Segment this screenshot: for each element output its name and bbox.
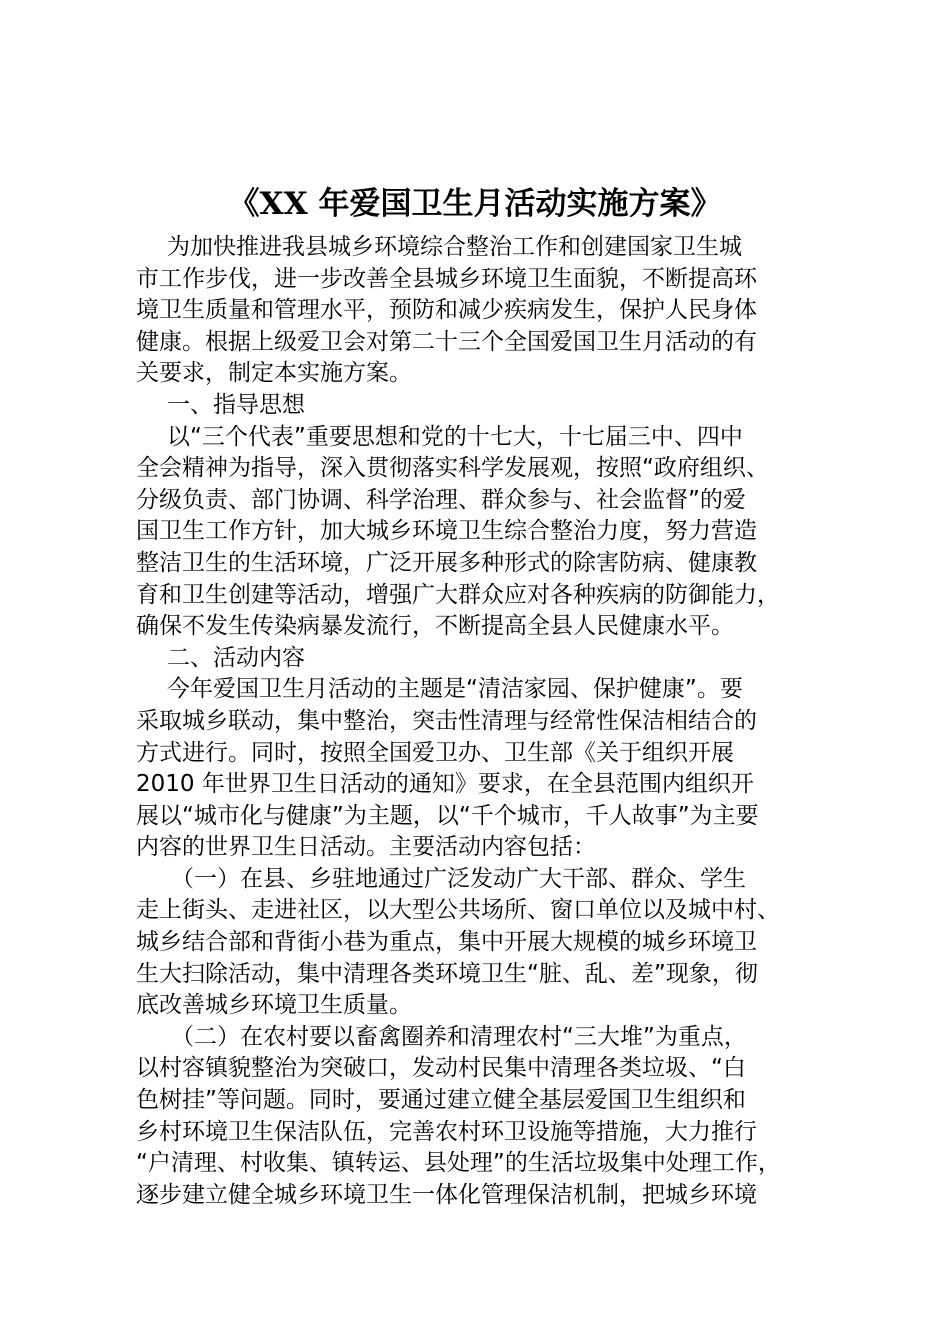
text-line: 走上街头、走进社区，以大型公共场所、窗口单位以及城中村、: [136, 897, 780, 924]
text-line: 生大扫除活动，集中清理各类环境卫生“脏、乱、差”现象，彻: [136, 960, 758, 987]
text-line: 确保不发生传染病暴发流行，不断提高全县人民健康水平。: [136, 613, 734, 640]
text-line: 整洁卫生的生活环境，广泛开展多种形式的除害防病、健康教: [136, 549, 757, 576]
text-line: 底改善城乡环境卫生质量。: [136, 992, 412, 1019]
text-line: 城乡结合部和背街小巷为重点，集中开展大规模的城乡环境卫: [136, 929, 757, 956]
text-line: 2010 年世界卫生日活动的通知》要求，在全县范围内组织开: [136, 771, 754, 798]
text-line: 色树挂”等问题。同时，要通过建立健全基层爱国卫生组织和: [136, 1087, 746, 1114]
text-line: 今年爱国卫生月活动的主题是“清洁家园、保护健康”。要: [167, 676, 743, 703]
text-line: 境卫生质量和管理水平，预防和减少疾病发生，保护人民身体: [136, 297, 757, 324]
text-line: 全会精神为指导，深入贯彻落实科学发展观，按照“政府组织、: [136, 455, 769, 482]
text-line: 为加快推进我县城乡环境综合整治工作和创建国家卫生城: [167, 234, 742, 260]
text-line: “户清理、村收集、镇转运、县处理”的生活垃圾集中处理工作，: [136, 1150, 781, 1177]
document-body: [136, 232, 856, 1211]
text-line: 展以“城市化与健康”为主题，以“千个城市，千人故事”为主要: [136, 802, 759, 829]
text-line: 以“三个代表”重要思想和党的十七大，十七届三中、四中: [167, 423, 743, 450]
text-line: 育和卫生创建等活动，增强广大群众应对各种疾病的防御能力，: [136, 581, 780, 608]
section-heading: 二、活动内容: [167, 644, 305, 671]
document-title: 《XX 年爱国卫生月活动实施方案》: [228, 186, 722, 222]
text-line: （一）在县、乡驻地通过广泛发动广大干部、群众、学生: [171, 865, 746, 892]
text-line: 国卫生工作方针，加大城乡环境卫生综合整治力度，努力营造: [136, 518, 757, 545]
text-line: 采取城乡联动，集中整治，突击性清理与经常性保洁相结合的: [136, 707, 757, 734]
text-line: 乡村环境卫生保洁队伍，完善农村环卫设施等措施，大力推行: [136, 1118, 757, 1145]
text-line: 方式进行。同时，按照全国爱卫办、卫生部《关于组织开展: [136, 739, 734, 766]
text-line: 关要求，制定本实施方案。: [136, 360, 412, 387]
text-line: 内容的世界卫生日活动。主要活动内容包括：: [136, 834, 596, 861]
text-line: 分级负责、部门协调、科学治理、群众参与、社会监督”的爱: [136, 486, 746, 513]
section-heading: 一、指导思想: [167, 391, 305, 418]
text-line: 健康。根据上级爱卫会对第二十三个全国爱国卫生月活动的有: [136, 328, 757, 355]
text-line: 逐步建立健全城乡环境卫生一体化管理保洁机制，把城乡环境: [136, 1181, 757, 1208]
text-line: （二）在农村要以畜禽圈养和清理农村“三大堆”为重点，: [171, 1023, 747, 1050]
text-line: 市工作步伐，进一步改善全县城乡环境卫生面貌，不断提高环: [136, 265, 757, 292]
text-line: 以村容镇貌整治为突破口，发动村民集中清理各类垃圾、“白: [136, 1055, 746, 1082]
